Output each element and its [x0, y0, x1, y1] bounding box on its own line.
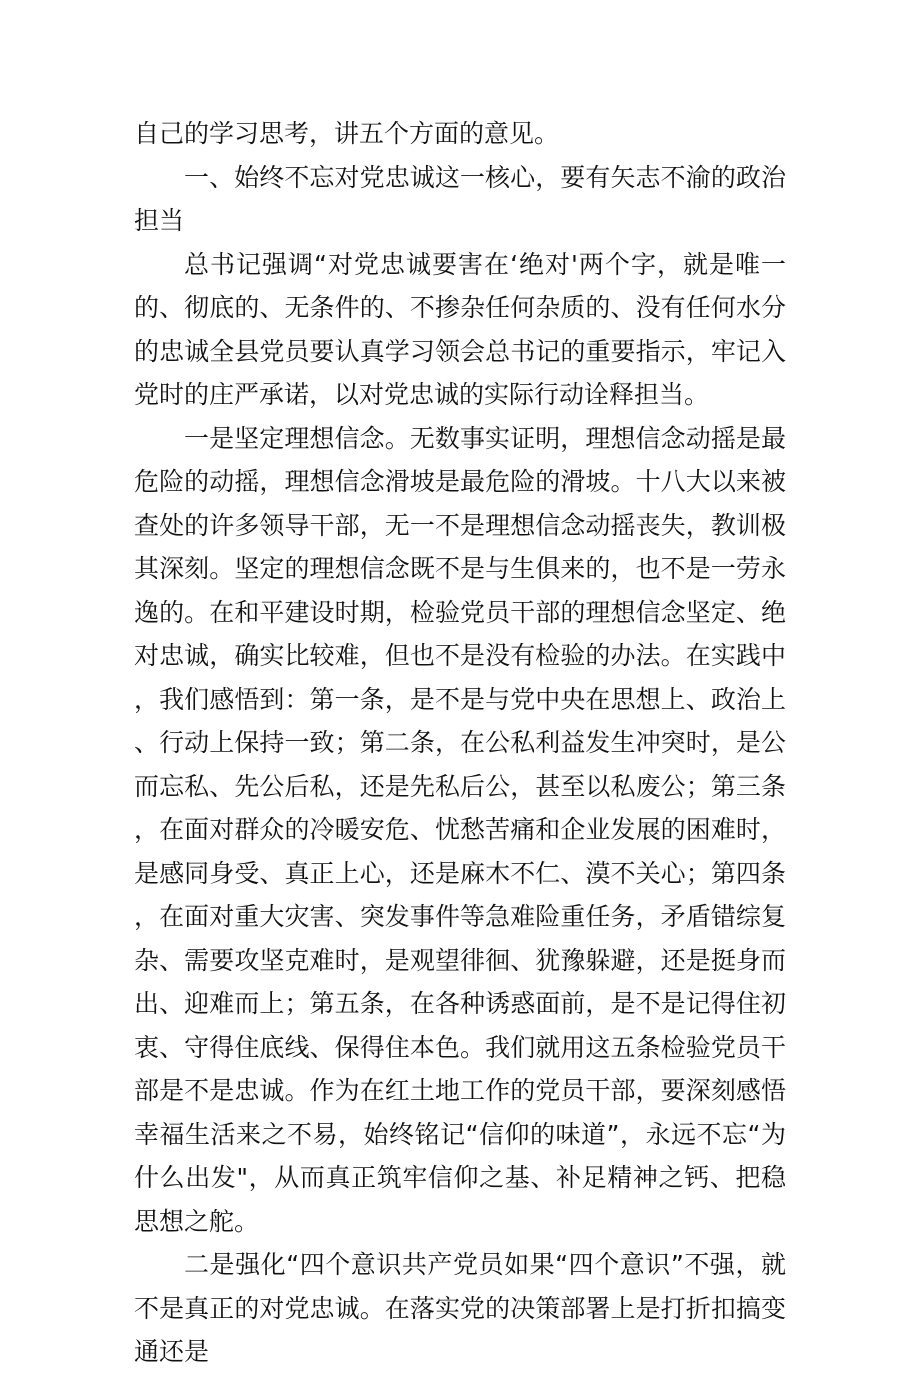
document-body — [134, 112, 786, 1374]
paragraph-four-consciousness: 二是强化“四个意识共产党员如果“四个意识”不强，就不是真正的对党忠诚。在落实党的决策部署上是打折扣搞变通还是 — [134, 1250, 786, 1366]
section-heading-loyalty: 一、始终不忘对党忠诚这一核心，要有矢志不渝的政治担当 — [134, 162, 786, 235]
paragraph-intro-ending: 自己的学习思考，讲五个方面的意见。 — [134, 119, 560, 148]
paragraph-ideals-belief: 一是坚定理想信念。无数事实证明，理想信念动摇是最危险的动摇，理想信念滑坡是最危险的滑坡。十八大以来被查处的许多领导干部，无一不是理想信念动摇丧失，教训极其深刻。坚定的理想信念既不是与生俱来的，也不是一劳永逸的。在和平建设时期，检验党员干部的理想信念坚定、绝对忠诚，确实比较难，但也不是没有检验的办法。在实践中，我们感悟到：第一条，是不是与党中央在思想上、政治上、行动上保持一致；第二条，在公私利益发生冲突时，是公而忘私、先公后私，还是先私后公，甚至以私废公；第三条，在面对群众的冷暖安危、忧愁苦痛和企业发展的困难时，是感同身受、真正上心，还是麻木不仁、漠不关心；第四条，在面对重大灾害、突发事件等急难险重任务，矛盾错综复杂、需要攻坚克难时，是观望徘徊、犹豫躲避，还是挺身而出、迎难而上；第五条，在各种诱惑面前，是不是记得住初衷、守得住底线、保得住本色。我们就用这五条检验党员干部是不是忠诚。作为在红土地工作的党员干部，要深刻感悟幸福生活来之不易，始终铭记“信仰的味道”，永远不忘“为什么出发"，从而真正筑牢信仰之基、补足精神之钙、把稳思想之舵。 — [134, 423, 786, 1236]
paragraph-quote-loyalty: 总书记强调“对党忠诚要害在‘绝对'两个字，就是唯一的、彻底的、无条件的、不掺杂任何杂质的、没有任何水分的忠诚全县党员要认真学习领会总书记的重要指示，牢记入党时的庄严承诺，以对党忠诚的实际行动诠释担当。 — [134, 249, 786, 409]
